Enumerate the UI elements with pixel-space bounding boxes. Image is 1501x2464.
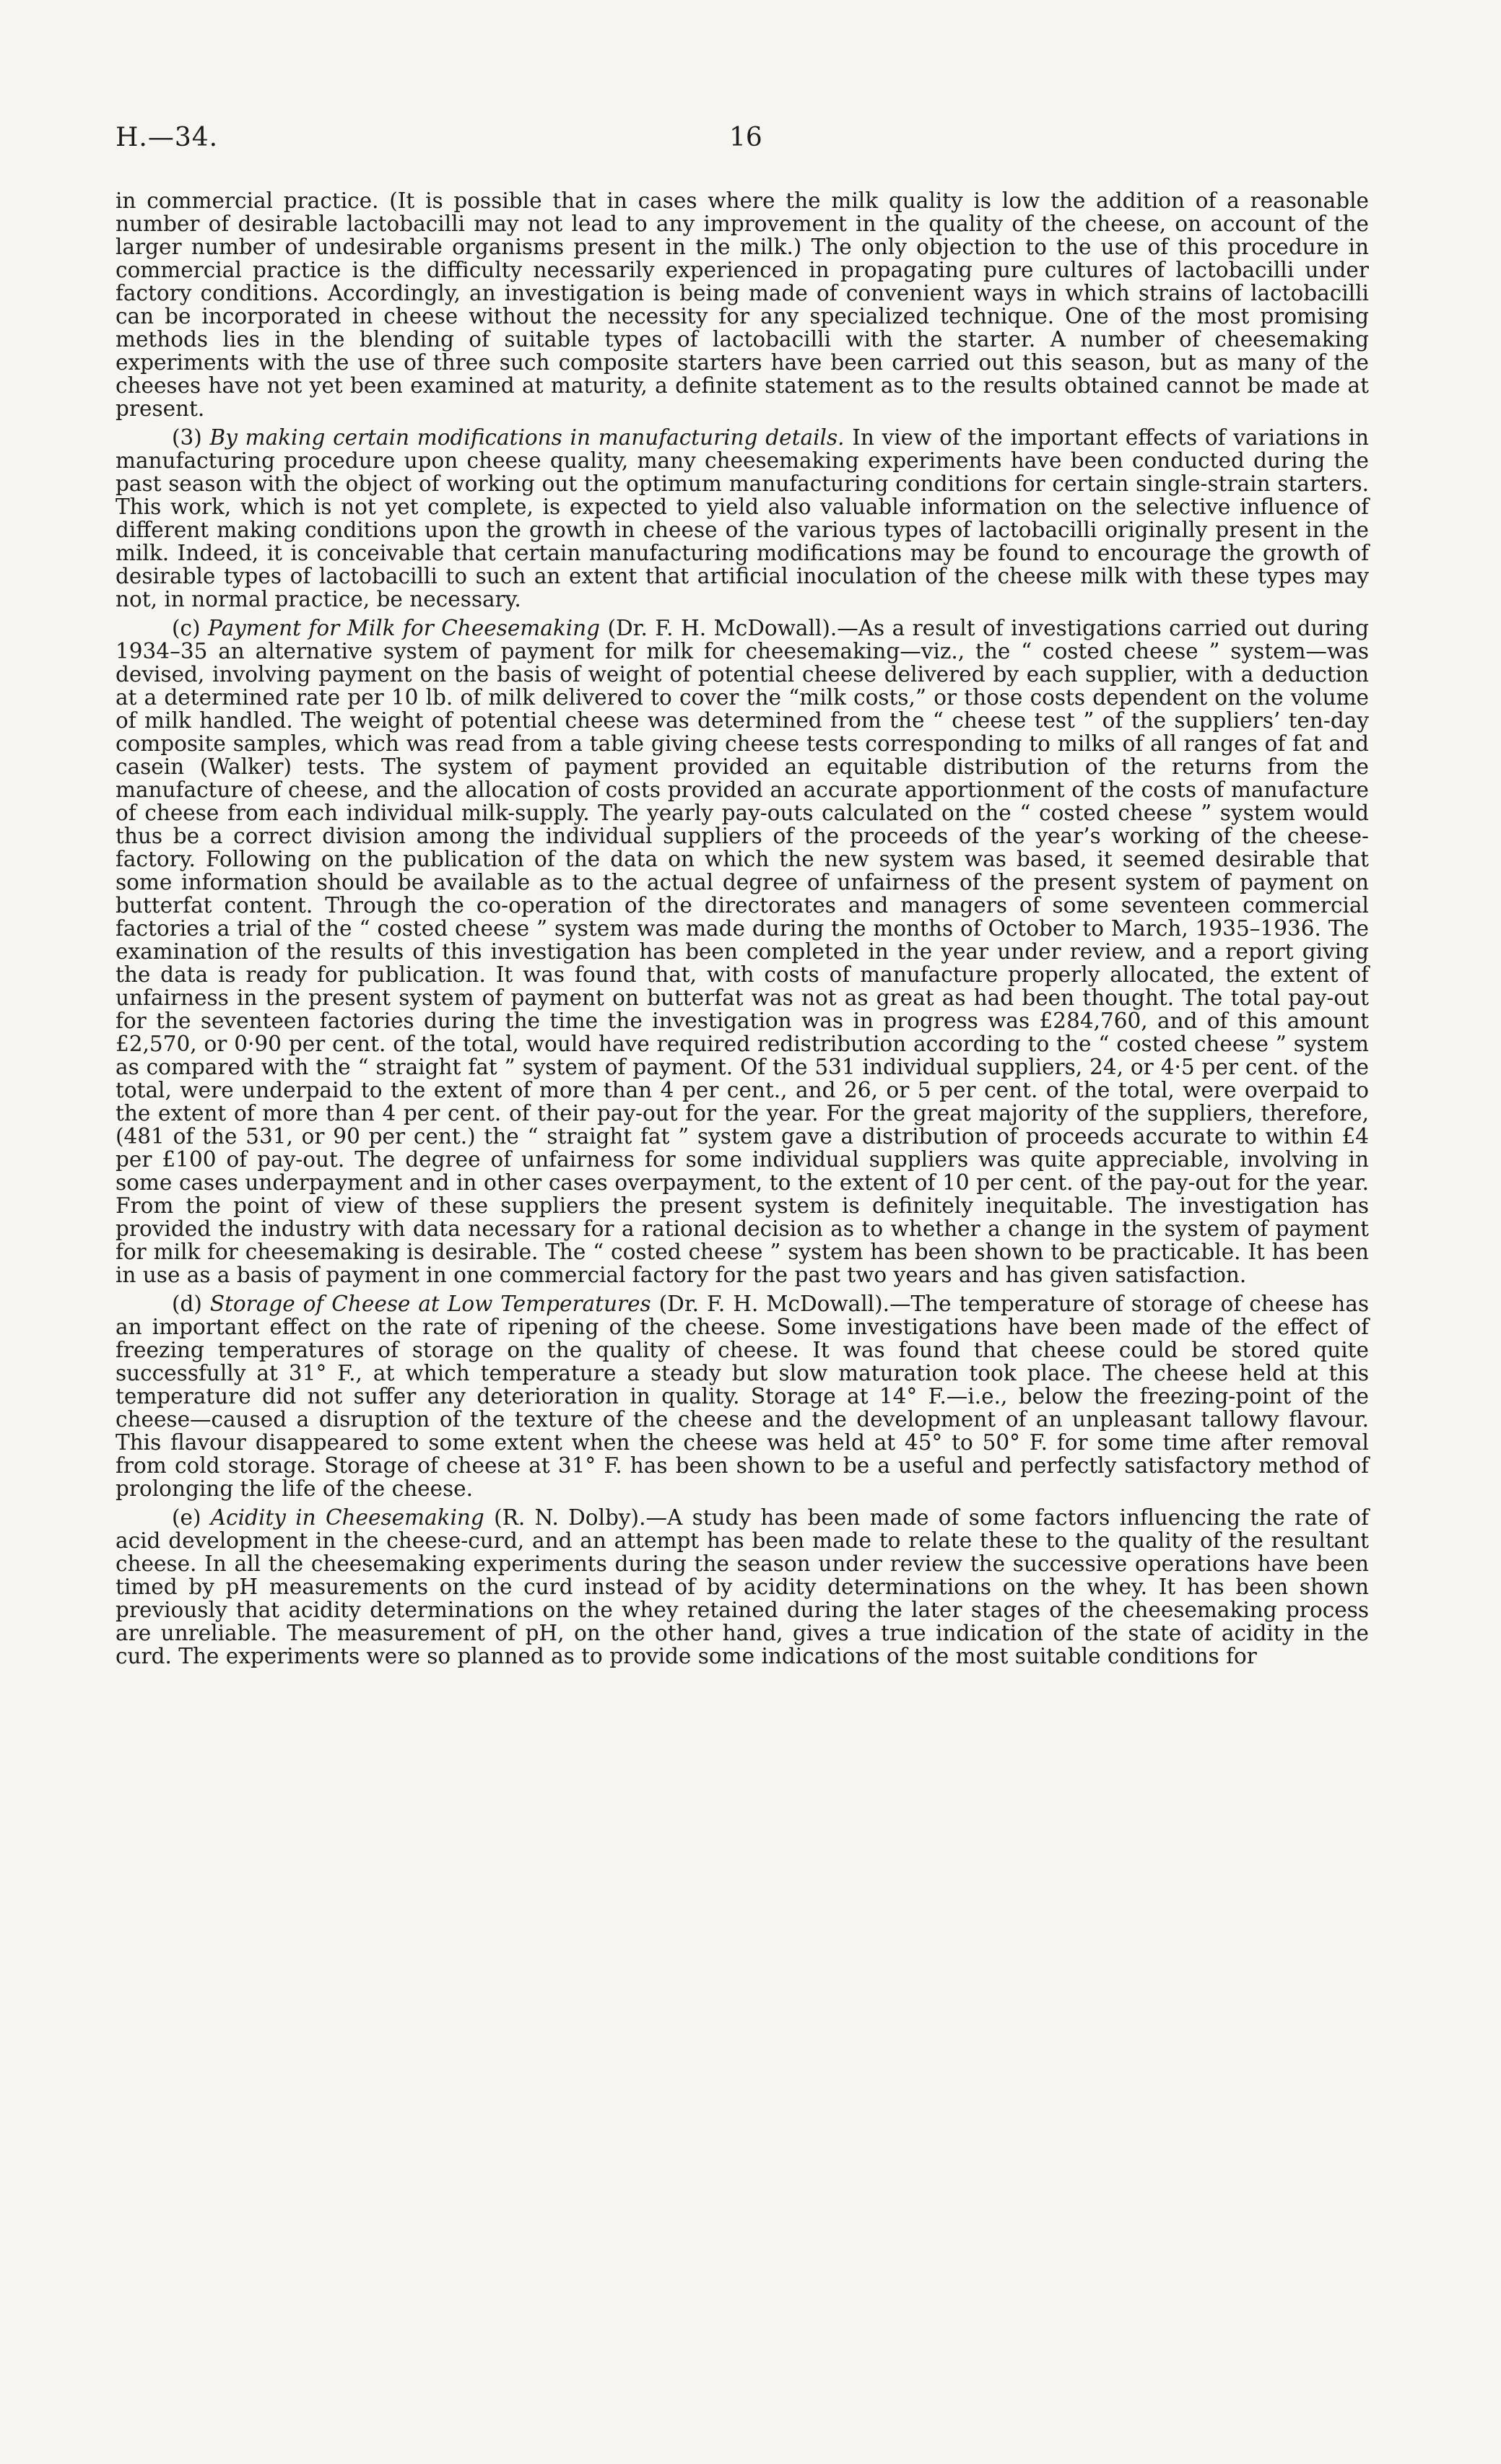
paragraph-text: (Dr. F. H. McDowall).—As a result of investigations carried out during 1934–35 an alternative system of payment for milk for cheesemaking—viz., the “ costed cheese ” system—was devised, involving payment on the basis of weight of potential cheese delivered by each supplier, with a deduction at a determined rate per 10 lb. of milk delivered to cover the “milk costs,” or those costs dependent on the volume of milk handled. The weight of potential cheese was determined from the “ cheese test ” of the suppliers’ ten-day composite samples, which was read from a table giving cheese tests corresponding to milks of all ranges of fat and casein (Walker) tests. The system of payment provided an equitable distribution of the returns from the manufacture of cheese, and the allocation of costs provided an accurate apportionment of the costs of manufacture of cheese from each individual milk-supply. The yearly pay-outs calculated on the “ costed cheese ” system would thus be a correct division among the individual suppliers of the proceeds of the year’s working of the cheese-factory. Following on the publication of the data on which the new system was based, it seemed desirable that some information should be available as to the actual degree of unfairness of the present system of payment on butterfat content. Through the co-operation of the directorates and managers of some seventeen commercial factories a trial of the “ costed cheese ” system was made during the months of October to March, 1935–1936. The examination of the results of this investigation has been completed in the year under review, and a report giving the data is ready for publication. It was found that, with costs of manufacture properly allocated, the extent of unfairness in the present system of payment on butterfat was not as great as had been thought. The total pay-out for the seventeen factories during the time the investigation was in progress was £284,760, and of this amount £2,570, or 0·90 per cent. of the total, would have required redistribution according to the “ costed cheese ” system as compared with the “ straight fat ” system of payment. Of the 531 individual suppliers, 24, or 4·5 per cent. of the total, were underpaid to the extent of more than 4 per cent., and 26, or 5 per cent. of the total, were overpaid to the extent of more than 4 per cent. of their pay-out for the year. For the great majority of the suppliers, therefore, (481 of the 531, or 90 per cent.) the “ straight fat ” system gave a distribution of proceeds accurate to within £4 per £100 of pay-out. The degree of unfairness for some individual suppliers was quite appreciable, involving in some cases underpayment and in other cases overpayment, to the extent of 10 per cent. of the pay-out for the year. From the point of view of these suppliers the present system is definitely inequitable. The investigation has provided the industry with data necessary for a rational decision as to whether a change in the system of payment for milk for cheesemaking is desirable. The “ costed cheese ” system has been shown to be practicable. It has been in use as a basis of payment in one commercial factory for the past two years and has given satisfaction.	[116, 616, 1369, 1287]
paragraph-title: By making certain modifications in manufacturing details.	[209, 425, 845, 450]
paragraph-acidity	[116, 1506, 1369, 1668]
page-number: 16	[729, 123, 762, 152]
body-text	[116, 189, 1369, 1673]
paragraph-title: Acidity in Cheesemaking	[210, 1505, 484, 1530]
paragraph-lead: (d)	[172, 1292, 210, 1316]
paragraph-text: In view of the important effects of variations in manufacturing procedure upon cheese quality, many cheesemaking experiments have been conducted during the past season with the object of working out the optimum manufacturing conditions for certain single-strain starters. This work, which is not yet complete, is expected to yield also valuable information on the selective influence of different making conditions upon the growth in cheese of the various types of lactobacilli originally present in the milk. Indeed, it is conceivable that certain manufacturing modifications may be found to encourage the growth of desirable types of lactobacilli to such an extent that artificial inoculation of the cheese milk with these types may not, in normal practice, be necessary.	[116, 425, 1370, 611]
document-reference: H.—34.	[116, 123, 219, 152]
paragraph-payment-for-milk	[116, 617, 1369, 1287]
paragraph-title: Payment for Milk for Cheesemaking	[207, 616, 601, 640]
paragraph-storage-of-cheese	[116, 1292, 1369, 1500]
paragraph-text: (R. N. Dolby).—A study has been made of some factors influencing the rate of acid development in the cheese-curd, and an attempt has been made to relate these to the quality of the resultant cheese. In all the cheesemaking experiments during the season under review the successive operations have been timed by pH measurements on the curd instead of by acidity determinations on the whey. It has been shown previously that acidity determinations on the whey retained during the later stages of the cheesemaking process are unreliable. The measurement of pH, on the other hand, gives a true indication of the state of acidity in the curd. The experiments were so planned as to provide some indications of the most suitable conditions for	[116, 1505, 1369, 1668]
paragraph-lead: (e)	[172, 1505, 211, 1530]
paragraph-lead: (3)	[172, 425, 210, 450]
paragraph-continuation	[116, 189, 1369, 420]
paragraph-text: in commercial practice. (It is possible that in cases where the milk quality is low the addition of a reasonable number of desirable lactobacilli may not lead to any improvement in the quality of the cheese, on account of the larger number of undesirable organisms present in the milk.) The only objection to the use of this procedure in commercial practice is the difficulty necessarily experienced in propagating pure cultures of lactobacilli under factory conditions. Accordingly, an investigation is being made of convenient ways in which strains of lactobacilli can be incorporated in cheese without the necessity for any specialized technique. One of the most promising methods lies in the blending of suitable types of lactobacilli with the starter. A number of cheesemaking experiments with the use of three such composite starters have been carried out this season, but as many of the cheeses have not yet been examined at maturity, a definite statement as to the results obtained cannot be made at present.	[116, 188, 1369, 421]
page-header	[116, 123, 1372, 159]
paragraph-lead: (c)	[172, 616, 208, 640]
paragraph-text: (Dr. F. H. McDowall).—The temperature of storage of cheese has an important effect on the rate of ripening of the cheese. Some investigations have been made of the effect of freezing temperatures of storage on the quality of cheese. It was found that cheese could be stored quite successfully at 31° F., at which temperature a steady but slow maturation took place. The cheese held at this temperature did not suffer any deterioration in quality. Storage at 14° F.—i.e., below the freezing-point of the cheese—caused a disruption of the texture of the cheese and the development of an unpleasant tallowy flavour. This flavour disappeared to some extent when the cheese was held at 45° to 50° F. for some time after removal from cold storage. Storage of cheese at 31° F. has been shown to be a useful and perfectly satisfactory method of prolonging the life of the cheese.	[116, 1292, 1370, 1501]
paragraph-title: Storage of Cheese at Low Temperatures	[209, 1292, 651, 1316]
paragraph-manufacturing-details	[116, 426, 1369, 611]
